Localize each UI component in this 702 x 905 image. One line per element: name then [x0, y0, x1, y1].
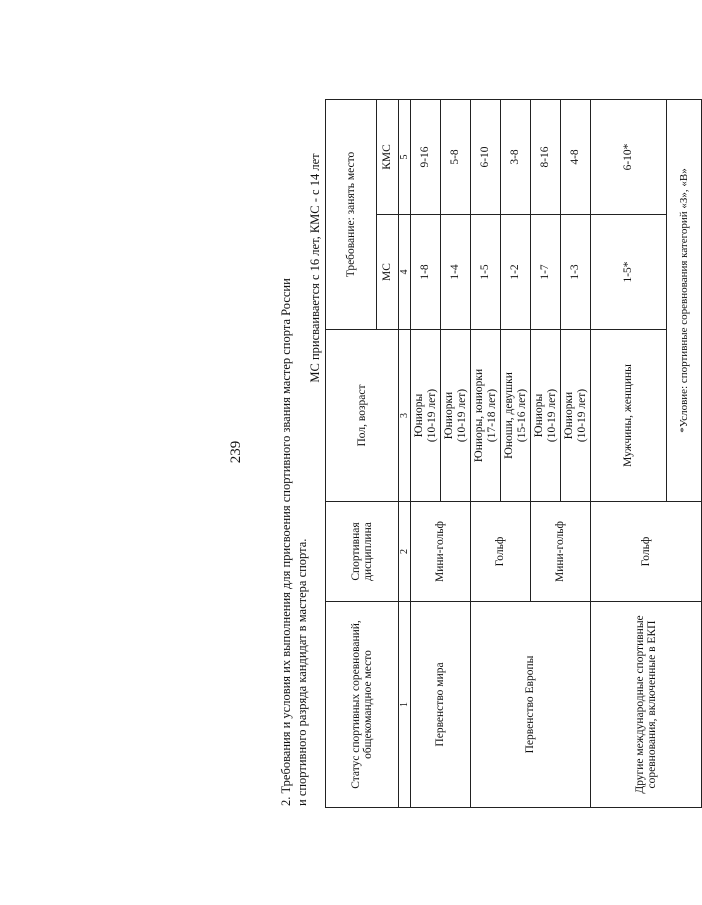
kms-place: 5-8 — [441, 99, 471, 214]
heading-line-1: 2. Требования и условия их выполнения для присвоения спортивного звания мастер спорта России — [279, 278, 293, 806]
ms-place: 1-5* — [591, 215, 667, 330]
rotated-page — [40, 52, 690, 852]
header-ms: МС — [377, 215, 399, 330]
age-label: (10-19 лет) — [575, 388, 588, 443]
column-number: 5 — [399, 99, 411, 214]
column-number: 1 — [399, 602, 411, 808]
ms-place: 1-5 — [471, 215, 501, 330]
category-cell — [501, 330, 531, 502]
age-label: (15-16 лет) — [515, 388, 528, 443]
requirements-table — [325, 99, 702, 808]
kms-place: 6-10* — [591, 99, 667, 214]
header-discipline: Спортивная дисциплина — [326, 502, 399, 602]
column-number: 4 — [399, 215, 411, 330]
header-kms: КМС — [377, 99, 399, 214]
table-row — [411, 99, 441, 807]
column-number-row — [399, 99, 411, 807]
header-status: Статус спортивных соревнований, общекомандное место — [326, 602, 399, 808]
section-heading — [278, 66, 310, 806]
category-cell — [561, 330, 591, 502]
kms-place: 8-16 — [531, 99, 561, 214]
status-world: Первенство мира — [411, 602, 471, 808]
category-cell — [411, 330, 441, 502]
header-requirement: Требование: занять место — [326, 99, 377, 329]
header-gender-age: Пол, возраст — [326, 330, 399, 502]
category-cell — [441, 330, 471, 502]
table-row — [591, 99, 667, 807]
ms-place: 1-2 — [501, 215, 531, 330]
table-row — [471, 99, 501, 807]
kms-place: 4-8 — [561, 99, 591, 214]
condition-note: *Условие: спортивные соревнования категорий «З», «В» — [667, 99, 702, 501]
discipline-mini-golf: Мини-гольф — [531, 502, 591, 602]
category-label: Юниорки — [443, 391, 455, 440]
status-europe: Первенство Европы — [471, 602, 591, 808]
category-label: Юниорки — [563, 391, 575, 440]
kms-place: 9-16 — [411, 99, 441, 214]
category-cell: Мужчины, женщины — [591, 330, 667, 502]
category-label: Юноши, девушки — [503, 372, 515, 459]
discipline-golf: Гольф — [471, 502, 531, 602]
ms-place: 1-8 — [411, 215, 441, 330]
column-number: 2 — [399, 502, 411, 602]
category-label: Юниоры — [413, 393, 425, 438]
age-label: (10-19 лет) — [455, 388, 468, 443]
age-label: (10-19 лет) — [545, 388, 558, 443]
age-note: МС присваивается с 16 лет, КМС - с 14 лет — [308, 153, 322, 383]
category-label: Юниоры — [533, 393, 545, 438]
category-cell — [471, 330, 501, 502]
age-label: (10-19 лет) — [425, 388, 438, 443]
kms-place: 3-8 — [501, 99, 531, 214]
age-label: (17-18 лет) — [485, 388, 498, 443]
column-number: 3 — [399, 330, 411, 502]
status-other-international: Другие международные спортивные соревнования, включенные в ЕКП — [591, 602, 702, 808]
discipline-golf: Гольф — [591, 502, 702, 602]
ms-place: 1-4 — [441, 215, 471, 330]
ms-place: 1-7 — [531, 215, 561, 330]
category-cell — [531, 330, 561, 502]
category-label: Юниоры, юниорки — [473, 368, 485, 463]
heading-line-2: и спортивного разряда кандидат в мастера спорта. — [295, 538, 309, 806]
ms-place: 1-3 — [561, 215, 591, 330]
header-row — [326, 99, 377, 807]
discipline-mini-golf: Мини-гольф — [411, 502, 471, 602]
page-number: 239 — [228, 440, 244, 464]
kms-place: 6-10 — [471, 99, 501, 214]
